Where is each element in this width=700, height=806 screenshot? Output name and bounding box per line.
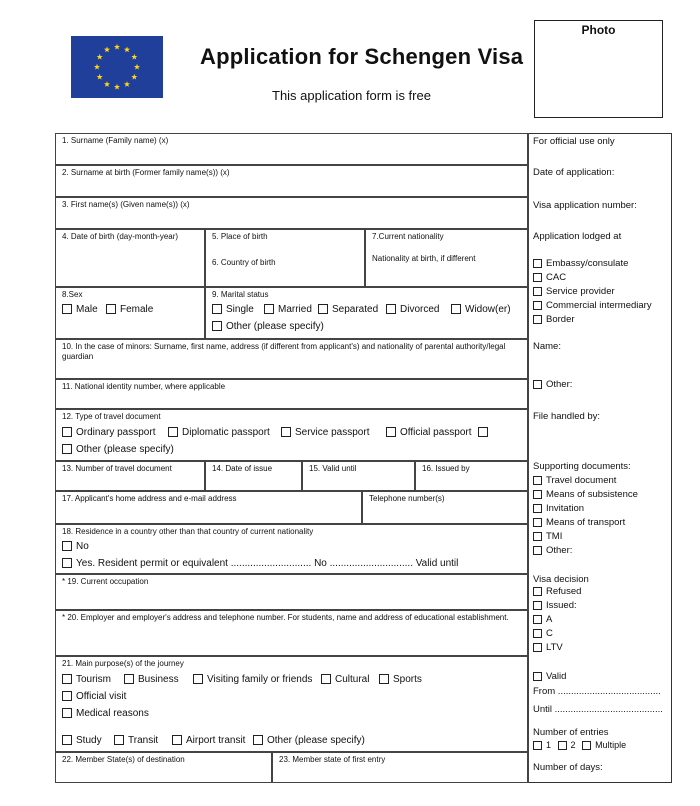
checkbox[interactable] <box>451 304 461 314</box>
field-place-of-birth[interactable] <box>205 229 365 287</box>
option-label: Refused <box>546 586 582 597</box>
option-label: LTV <box>546 642 563 653</box>
option-diplomatic-passport[interactable] <box>168 427 270 439</box>
option-label: Valid <box>546 671 567 682</box>
option-label: Commercial intermediary <box>546 300 652 311</box>
option-medical-reasons[interactable] <box>62 708 149 720</box>
option-label: Other (please specify) <box>226 321 324 332</box>
field-label: * 20. Employer and employer's address and telephone number. For students, name and address of educational establishment. <box>62 613 509 622</box>
checkbox[interactable] <box>212 321 222 331</box>
field-label: 9. Marital status <box>212 290 269 299</box>
checkbox[interactable] <box>114 735 124 745</box>
field-journey-purpose <box>55 656 528 752</box>
checkbox[interactable] <box>533 672 542 681</box>
checkbox[interactable] <box>533 601 542 610</box>
field-member-state-destination[interactable] <box>55 752 272 783</box>
field-label: 8.Sex <box>62 290 83 299</box>
option-ordinary-passport[interactable] <box>62 427 155 439</box>
field-nationality[interactable] <box>365 229 528 287</box>
checkbox[interactable] <box>62 691 72 701</box>
official-lodged-at: Application lodged at <box>533 231 622 242</box>
official-date-of-application: Date of application: <box>533 167 615 178</box>
option-travel-document[interactable] <box>533 475 616 487</box>
field-marital-status <box>205 287 528 339</box>
field-valid-until[interactable] <box>302 461 415 491</box>
option-tmi[interactable] <box>533 531 562 543</box>
option-other-lodged[interactable] <box>533 379 572 391</box>
field-label: 13. Number of travel document <box>62 464 172 473</box>
checkbox[interactable] <box>168 427 178 437</box>
field-label: 1. Surname (Family name) (x) <box>62 136 169 145</box>
field-label: 16. Issued by <box>422 464 470 473</box>
field-travel-document-type <box>55 409 528 461</box>
checkbox[interactable] <box>318 304 328 314</box>
option-label: Separated <box>332 304 379 315</box>
checkbox[interactable] <box>172 735 182 745</box>
option-means-of-transport[interactable] <box>533 517 625 529</box>
option-label: Embassy/consulate <box>546 258 629 269</box>
option-label: Other (please specify) <box>267 735 365 746</box>
option-label: CAC <box>546 272 567 283</box>
checkbox[interactable] <box>62 674 72 684</box>
option-label: 2 <box>570 740 576 750</box>
checkbox[interactable] <box>533 315 542 324</box>
field-current-occupation[interactable] <box>55 574 528 610</box>
option-label: Yes. Resident permit or equivalent ............................. No .............................. Valid until <box>76 558 459 569</box>
checkbox[interactable] <box>62 304 72 314</box>
option-label: Invitation <box>546 503 585 514</box>
field-label: 2. Surname at birth (Former family name(s)) (x) <box>62 168 230 177</box>
field-issued-by[interactable] <box>415 461 528 491</box>
checkbox[interactable] <box>379 674 389 684</box>
option-widow[interactable] <box>451 304 511 316</box>
checkbox[interactable] <box>533 273 542 282</box>
option-residence-no[interactable] <box>62 541 89 553</box>
option-airport-transit[interactable] <box>172 735 245 747</box>
checkbox[interactable] <box>62 427 72 437</box>
option-label: A <box>546 614 553 625</box>
option-issued[interactable] <box>533 600 577 612</box>
field-employer[interactable] <box>55 610 528 656</box>
option-female[interactable] <box>106 304 153 316</box>
field-travel-document-number[interactable] <box>55 461 205 491</box>
checkbox[interactable] <box>533 643 542 652</box>
option-valid[interactable] <box>533 671 566 683</box>
option-sports[interactable] <box>379 674 422 686</box>
option-refused[interactable] <box>533 586 581 598</box>
option-single[interactable] <box>212 304 254 316</box>
option-label: Multiple <box>595 740 627 750</box>
checkbox[interactable] <box>533 615 542 624</box>
option-label: Cultural <box>335 674 370 685</box>
checkbox[interactable] <box>281 427 291 437</box>
option-entries-2[interactable] <box>558 740 576 750</box>
checkbox[interactable] <box>386 427 396 437</box>
field-residence <box>55 524 528 574</box>
option-type-c[interactable] <box>533 628 553 640</box>
field-telephone[interactable] <box>362 491 528 524</box>
option-label: Ordinary passport <box>76 427 156 438</box>
option-label: Tourism <box>76 674 112 685</box>
option-other-document[interactable] <box>62 444 174 456</box>
option-label: Sports <box>393 674 422 685</box>
option-label: Transit <box>128 735 159 746</box>
field-home-address[interactable] <box>55 491 362 524</box>
option-label: Other: <box>546 545 573 556</box>
field-sex <box>55 287 205 339</box>
option-label: Service provider <box>546 286 615 297</box>
option-label: Married <box>278 304 312 315</box>
option-label: Means of subsistence <box>546 489 638 500</box>
checkbox[interactable] <box>533 741 542 750</box>
option-label: Diplomatic passport <box>182 427 270 438</box>
option-label: Business <box>138 674 179 685</box>
entries-options <box>533 739 626 751</box>
field-minors-guardian[interactable] <box>55 339 528 379</box>
checkbox[interactable] <box>533 476 542 485</box>
option-cac[interactable] <box>533 272 566 284</box>
page-title: Application for Schengen Visa <box>200 44 524 69</box>
checkbox[interactable] <box>533 629 542 638</box>
checkbox[interactable] <box>478 427 488 437</box>
option-other-supporting[interactable] <box>533 545 572 557</box>
field-label: 7.Current nationality <box>372 232 444 241</box>
checkbox[interactable] <box>533 380 542 389</box>
option-label: Single <box>226 304 254 315</box>
field-surname-at-birth[interactable] <box>55 165 528 197</box>
option-label: Visiting family or friends <box>207 674 313 685</box>
field-label: 23. Member state of first entry <box>279 755 386 764</box>
option-label: Border <box>546 314 575 325</box>
field-date-of-issue[interactable] <box>205 461 302 491</box>
checkbox[interactable] <box>124 674 134 684</box>
official-file-handled: File handled by: <box>533 411 601 422</box>
option-type-a[interactable] <box>533 614 552 626</box>
field-member-state-first-entry[interactable] <box>272 752 528 783</box>
checkbox[interactable] <box>533 546 542 555</box>
field-label: 10. In the case of minors: Surname, first name, address (if different from applicant's) and nationality of parental authority/legal guardian <box>62 342 506 361</box>
option-label: Medical reasons <box>76 708 149 719</box>
field-label: 4. Date of birth (day-month-year) <box>62 232 179 241</box>
option-label: Official passport <box>400 427 472 438</box>
option-label: Female <box>120 304 154 315</box>
option-visiting-family[interactable] <box>193 674 312 686</box>
checkbox[interactable] <box>533 518 542 527</box>
option-label: TMI <box>546 531 563 542</box>
option-label: 1 <box>546 740 552 750</box>
field-label: Telephone number(s) <box>369 494 445 503</box>
option-divorced[interactable] <box>386 304 439 316</box>
option-label: Other: <box>546 379 573 390</box>
option-label: Travel document <box>546 475 617 486</box>
checkbox[interactable] <box>321 674 331 684</box>
option-married[interactable] <box>264 304 312 316</box>
field-label: 17. Applicant's home address and e-mail address <box>62 494 237 503</box>
checkbox[interactable] <box>533 532 542 541</box>
field-label: 3. First name(s) (Given name(s)) (x) <box>62 200 190 209</box>
checkbox[interactable] <box>253 735 263 745</box>
option-other-purpose[interactable] <box>253 735 365 747</box>
official-number-of-days: Number of days: <box>533 762 603 773</box>
option-label: Service passport <box>295 427 370 438</box>
option-cultural[interactable] <box>321 674 369 686</box>
page-subtitle: This application form is free <box>272 88 431 103</box>
option-label: C <box>546 628 553 639</box>
eu-flag <box>71 36 163 98</box>
field-label: 11. National identity number, where applicable <box>62 382 226 391</box>
option-border[interactable] <box>533 314 575 326</box>
field-first-names[interactable] <box>55 197 528 229</box>
official-valid-until[interactable]: Until ......................................... <box>533 704 663 715</box>
official-visa-decision: Visa decision <box>533 574 589 585</box>
checkbox[interactable] <box>533 259 542 268</box>
option-service-passport[interactable] <box>281 427 369 439</box>
option-label: Divorced <box>400 304 440 315</box>
field-national-id[interactable] <box>55 379 528 409</box>
checkbox[interactable] <box>582 741 591 750</box>
checkbox[interactable] <box>106 304 116 314</box>
field-label: Nationality at birth, if different <box>372 254 476 263</box>
field-surname[interactable] <box>55 133 528 165</box>
option-label: Widow(er) <box>465 304 511 315</box>
option-service-provider[interactable] <box>533 286 615 298</box>
checkbox[interactable] <box>193 674 203 684</box>
field-label: * 19. Current occupation <box>62 577 149 586</box>
option-label: Other (please specify) <box>76 444 174 455</box>
eu-stars-icon <box>71 36 163 98</box>
option-official-passport[interactable] <box>386 427 492 439</box>
option-label: Official visit <box>76 691 127 702</box>
field-label: 14. Date of issue <box>212 464 273 473</box>
photo-box[interactable] <box>534 20 663 118</box>
checkbox[interactable] <box>62 735 72 745</box>
option-label: Means of transport <box>546 517 626 528</box>
option-entries-multiple[interactable] <box>582 740 626 750</box>
field-label: 12. Type of travel document <box>62 412 161 421</box>
checkbox[interactable] <box>386 304 396 314</box>
checkbox[interactable] <box>533 301 542 310</box>
checkbox[interactable] <box>533 504 542 513</box>
checkbox[interactable] <box>264 304 274 314</box>
checkbox[interactable] <box>212 304 222 314</box>
checkbox[interactable] <box>62 444 72 454</box>
option-other-marital[interactable] <box>212 321 324 333</box>
option-means-of-subsistence[interactable] <box>533 489 638 501</box>
field-label: 5. Place of birth <box>212 232 268 241</box>
option-transit[interactable] <box>114 735 158 747</box>
official-title: For official use only <box>533 136 615 147</box>
option-label: Male <box>76 304 98 315</box>
option-label: No <box>76 541 89 552</box>
option-separated[interactable] <box>318 304 378 316</box>
field-date-of-birth[interactable] <box>55 229 205 287</box>
photo-label: Photo <box>581 23 616 37</box>
option-commercial-intermediary[interactable] <box>533 300 652 312</box>
field-label: 15. Valid until <box>309 464 357 473</box>
checkbox[interactable] <box>533 287 542 296</box>
official-number-of-entries: Number of entries <box>533 727 609 738</box>
option-invitation[interactable] <box>533 503 584 515</box>
checkbox[interactable] <box>62 541 72 551</box>
option-embassy[interactable] <box>533 258 628 270</box>
official-visa-app-number: Visa application number: <box>533 200 637 211</box>
option-official-visit[interactable] <box>62 691 126 703</box>
field-label: 22. Member State(s) of destination <box>62 755 185 764</box>
checkbox[interactable] <box>62 708 72 718</box>
field-label: 18. Residence in a country other than that country of current nationality <box>62 527 314 536</box>
option-study[interactable] <box>62 735 102 747</box>
option-business[interactable] <box>124 674 179 686</box>
option-tourism[interactable] <box>62 674 111 686</box>
option-residence-yes[interactable] <box>62 558 458 570</box>
checkbox[interactable] <box>62 558 72 568</box>
option-label: Issued: <box>546 600 577 611</box>
option-male[interactable] <box>62 304 98 316</box>
field-label: 21. Main purpose(s) of the journey <box>62 659 184 668</box>
checkbox[interactable] <box>558 741 567 750</box>
option-ltv[interactable] <box>533 642 563 654</box>
option-label: Study <box>76 735 102 746</box>
checkbox[interactable] <box>533 490 542 499</box>
official-valid-from[interactable]: From ....................................... <box>533 686 661 697</box>
checkbox[interactable] <box>533 587 542 596</box>
official-name: Name: <box>533 341 561 352</box>
official-supporting-documents: Supporting documents: <box>533 461 631 472</box>
option-entries-1[interactable] <box>533 740 551 750</box>
field-label: 6. Country of birth <box>212 258 276 267</box>
option-label: Airport transit <box>186 735 246 746</box>
